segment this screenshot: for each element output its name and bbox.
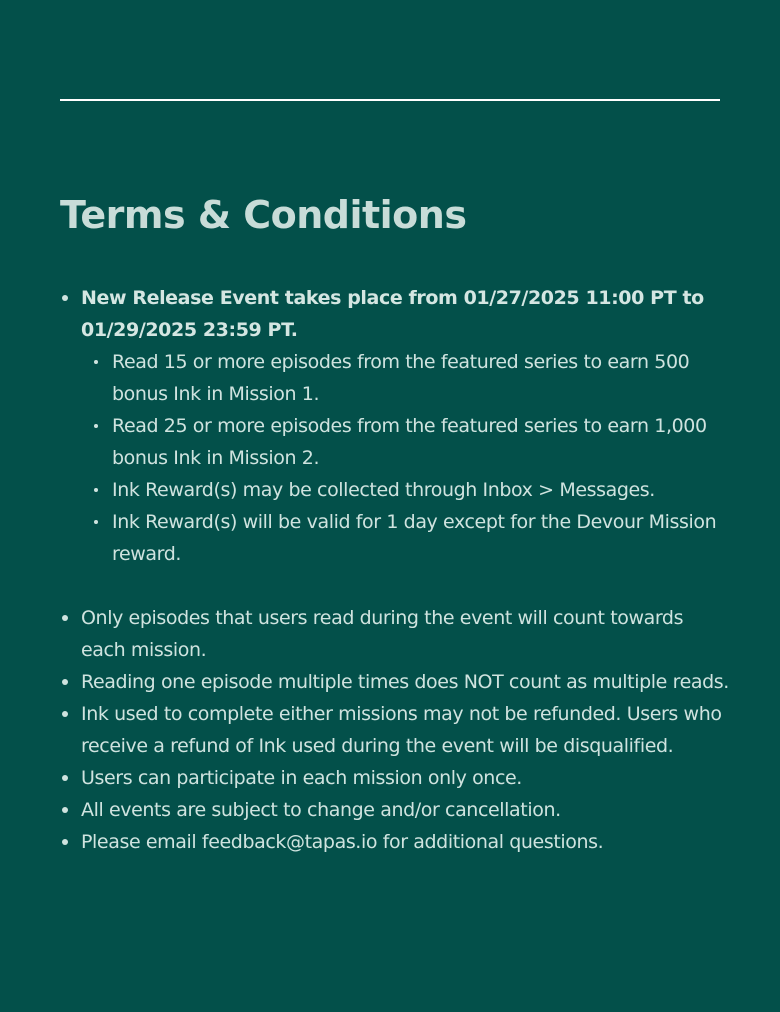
list-item: Read 25 or more episodes from the featured series to earn 1,000 bonus Ink in Mission 2.: [81, 410, 730, 474]
top-divider: [60, 99, 720, 101]
list-item: Ink Reward(s) may be collected through Inbox > Messages.: [81, 474, 730, 506]
list-item: Users can participate in each mission only once.: [60, 762, 730, 794]
list-item: Ink Reward(s) will be valid for 1 day except for the Devour Mission reward.: [81, 506, 730, 570]
section-spacer: [81, 570, 730, 602]
list-item: Only episodes that users read during the event will count towards each mission.: [60, 602, 730, 666]
list-item: Reading one episode multiple times does NOT count as multiple reads.: [60, 666, 730, 698]
event-period-text: New Release Event takes place from 01/27/2025 11:00 PT to 01/29/2025 23:59 PT.: [81, 287, 704, 341]
list-item: Ink used to complete either missions may not be refunded. Users who receive a refund of Ink used during the event will be disqualified.: [60, 698, 730, 762]
list-item: Please email feedback@tapas.io for additional questions.: [60, 826, 730, 858]
list-item-event: [60, 282, 730, 602]
list-item: All events are subject to change and/or cancellation.: [60, 794, 730, 826]
page-title: Terms & Conditions: [60, 193, 467, 237]
event-rules-list: [81, 346, 730, 570]
list-item: Read 15 or more episodes from the featured series to earn 500 bonus Ink in Mission 1.: [81, 346, 730, 410]
terms-list: [60, 282, 730, 858]
